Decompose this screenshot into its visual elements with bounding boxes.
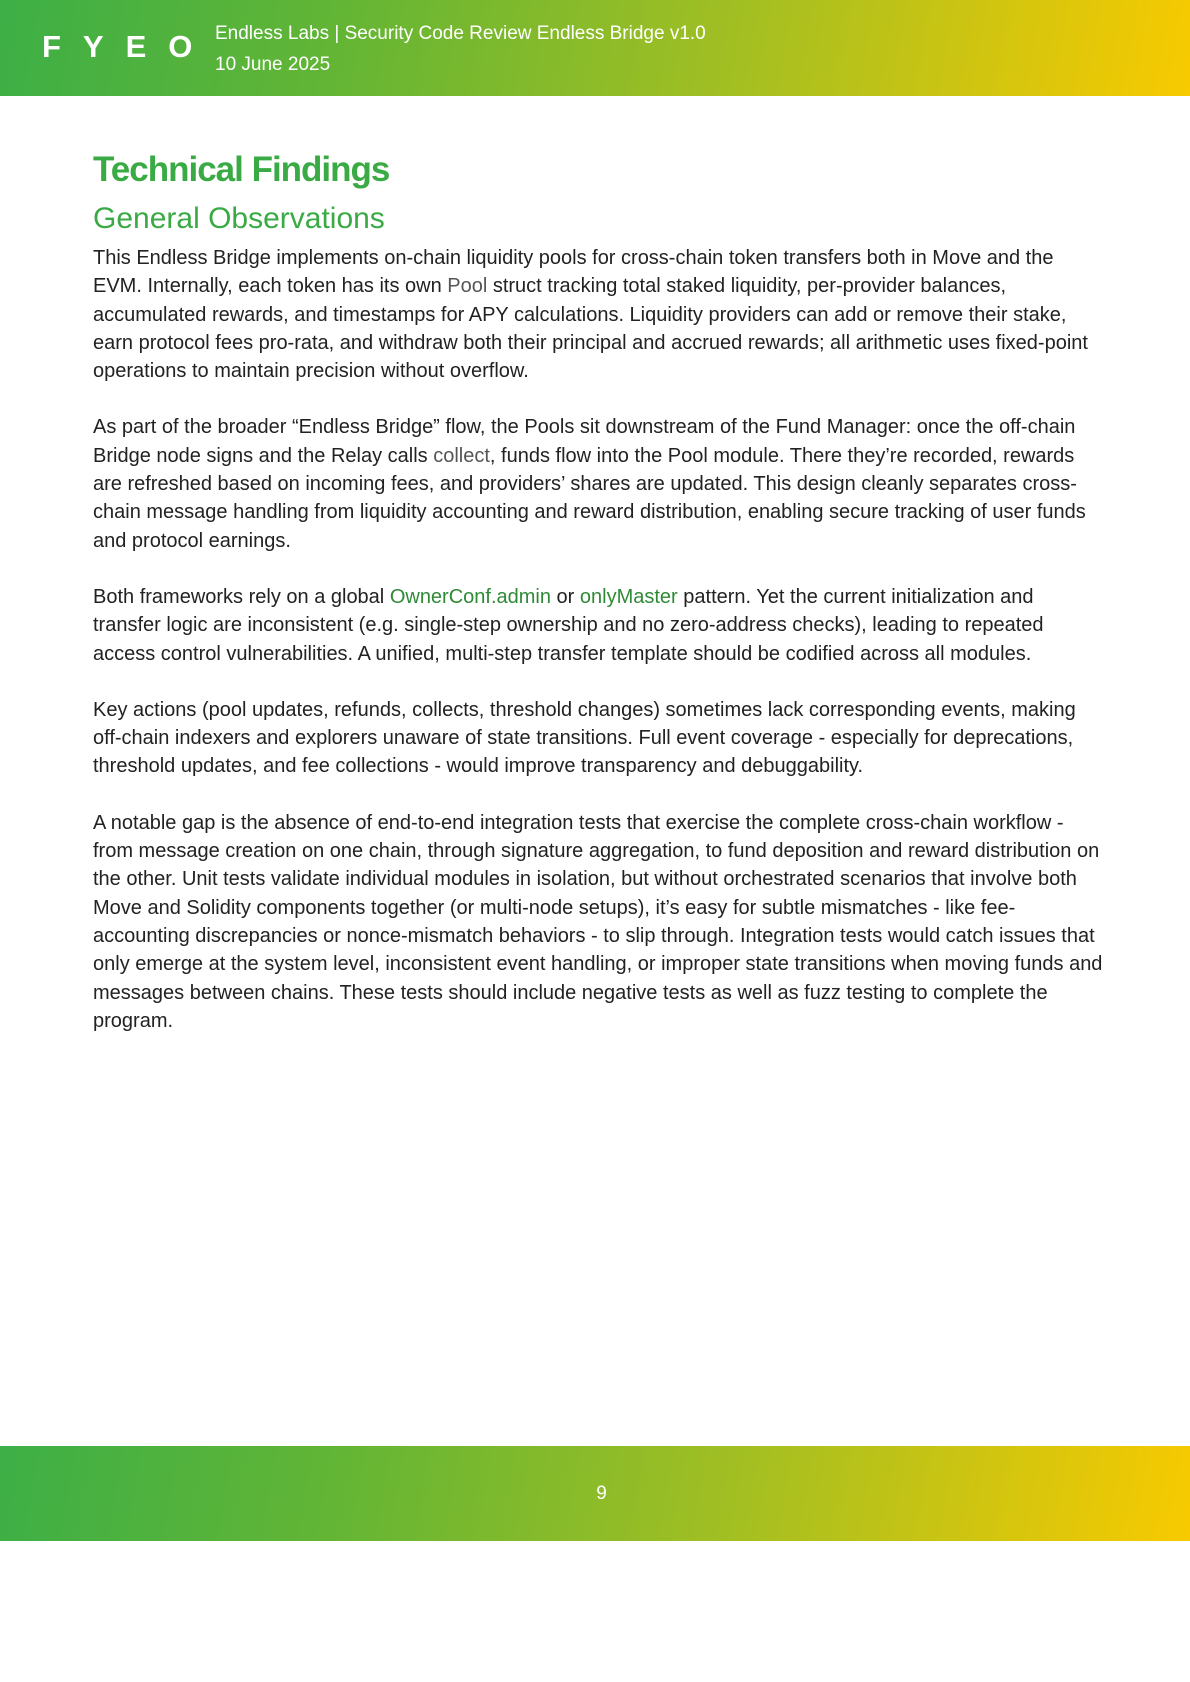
paragraph-text: Both frameworks rely on a global <box>93 585 390 608</box>
paragraph-text: This Endless Bridge implements on-chain liquidity pools for cross-chain token transfers both in Move and the EVM. Internally, each token has its own <box>93 247 1054 298</box>
paragraph-bridge-flow <box>93 413 1103 554</box>
paragraph-text: pattern. Yet the current initialization and transfer logic are inconsistent (e.g. single-step ownership and no zero-address checks), leading to repeated access control vulnerabilities. A unified, multi-step transfer template should be codified across all modules. <box>93 585 1044 665</box>
paragraph-events: Key actions (pool updates, refunds, collects, threshold changes) sometimes lack corresponding events, making off-chain indexers and explorers unaware of state transitions. Full event coverage - especially for deprecations, threshold updates, and fee collections - would improve transparency and debuggability. <box>93 698 1076 778</box>
code-collect: collect <box>433 444 490 467</box>
code-pool: Pool <box>447 275 488 298</box>
paragraph-text: , funds flow into the Pool module. There they’re recorded, rewards are refreshed based on incoming fees, and providers’ shares are updated. This design cleanly separates cross-chain message handling from liquidity accounting and reward distribution, enabling secure tracking of user funds and protocol earnings. <box>93 444 1086 552</box>
paragraph-text: struct tracking total staked liquidity, per-provider balances, accumulated rewards, and timestamps for APY calculations. Liquidity providers can add or remove their stake, earn protocol fees pro-rata, and withdraw both their principal and accrued rewards; all arithmetic uses fixed-point operations to maintain precision without overflow. <box>93 275 1088 383</box>
page-content <box>93 148 1103 1063</box>
paragraph-text: or <box>551 585 580 608</box>
paragraph-pools-overview <box>93 244 1103 385</box>
document-title: Endless Labs | Security Code Review Endless Bridge v1.0 <box>215 23 706 44</box>
page-header <box>0 0 1190 96</box>
code-ownerconf-admin: OwnerConf.admin <box>389 585 551 608</box>
paragraph-integration-tests: A notable gap is the absence of end-to-end integration tests that exercise the complete cross-chain workflow - from message creation on one chain, through signature aggregation, to fund deposition and reward distribution on the other. Unit tests validate individual modules in isolation, but without orchestrated scenarios that involve both Move and Solidity components together (or multi-node setups), it’s easy for subtle mismatches - like fee-accounting discrepancies or nonce-mismatch behaviors - to slip through. Integration tests would catch issues that only emerge at the system level, inconsistent event handling, or improper state transitions when moving funds and messages between chains. These tests should include negative tests as well as fuzz testing to complete the program. <box>93 811 1103 1032</box>
document-date: 10 June 2025 <box>215 54 331 75</box>
paragraph-text: As part of the broader “Endless Bridge” flow, the Pools sit downstream of the Fund Manager: once the off-chain Bridge node signs and the Relay calls <box>93 416 1076 467</box>
code-onlymaster: onlyMaster <box>579 585 678 608</box>
section-title: Technical Findings <box>93 150 390 189</box>
page-footer <box>0 1446 1190 1541</box>
paragraph-access-control <box>93 583 1103 668</box>
subsection-title: General Observations <box>93 202 385 235</box>
page-number: 9 <box>596 1483 607 1504</box>
fyeo-logo: FYEO <box>42 29 215 64</box>
